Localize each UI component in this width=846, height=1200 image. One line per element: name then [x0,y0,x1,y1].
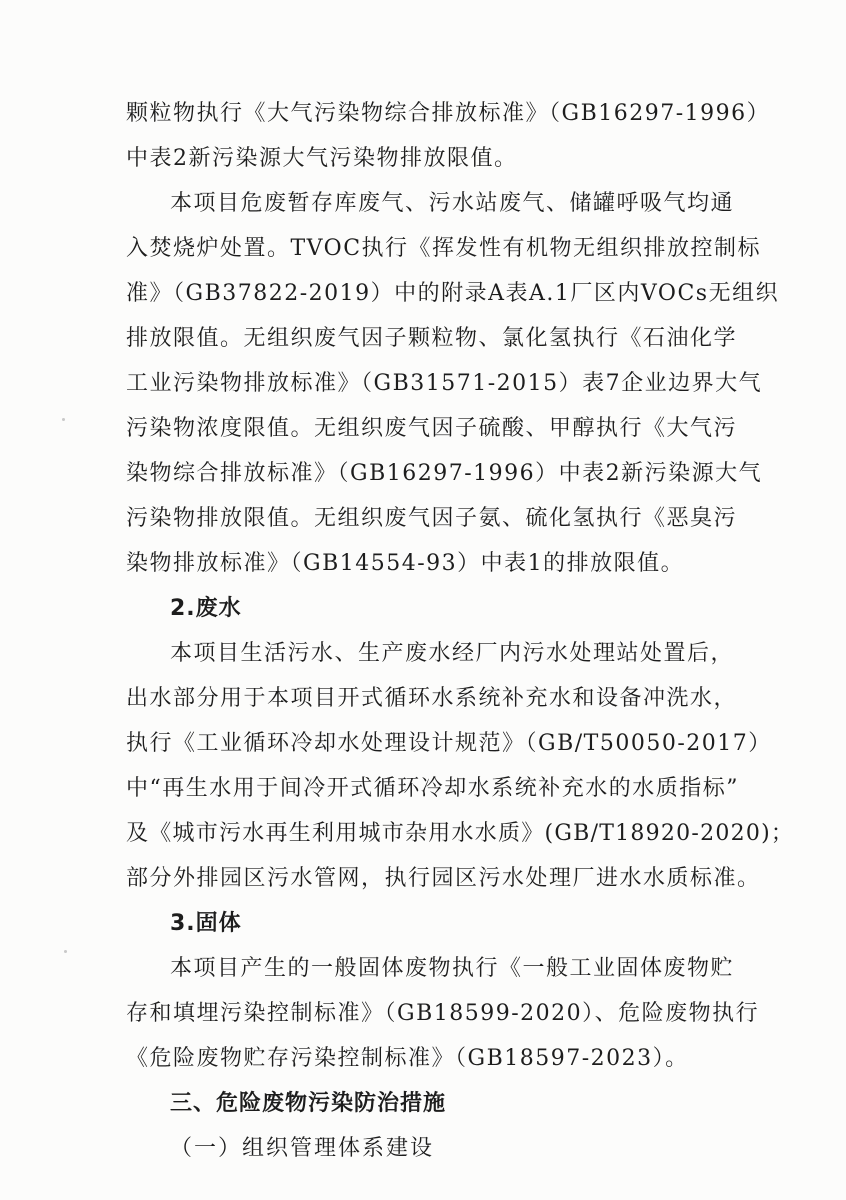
text-line-8: 污染物浓度限值。无组织废气因子硫酸、甲醇执行《大气污 [126,416,738,441]
text-line-18: 部分外排园区污水管网，执行园区污水处理厂进水水质标准。 [126,866,761,891]
text-line-20: 本项目产生的一般固体废物执行《一般工业固体废物贮 [170,956,735,981]
text-line-2: 中表2新污染源大气污染物排放限值。 [126,146,518,171]
text-line-7: 工业污染物排放标准》（GB31571-2015）表7企业边界大气 [126,371,763,396]
text-line-3: 本项目危废暂存库废气、污水站废气、储罐呼吸气均通 [170,191,735,216]
subsection-heading-organization: （一）组织管理体系建设 [170,1136,435,1161]
text-line-17: 及《城市污水再生利用城市杂用水水质》(GB/T18920-2020)； [126,821,795,846]
text-line-14: 出水部分用于本项目开式循环水系统补充水和设备冲洗水， [126,686,738,711]
text-line-5: 准》（GB37822-2019）中的附录A表A.1厂区内VOCs无组织 [126,281,780,306]
scan-speck [64,950,67,953]
section-heading-hazardous-waste: 三、危险废物污染防治措施 [170,1091,447,1116]
text-line-22: 《危险废物贮存污染控制标准》（GB18597-2023）。 [126,1046,689,1071]
text-line-11: 染物排放标准》（GB14554-93）中表1的排放限值。 [126,551,685,576]
section-heading-solid: 3.固体 [170,911,242,936]
text-line-16: 中“再生水用于间冷开式循环冷却水系统补充水的水质指标” [126,776,739,801]
text-line-6: 排放限值。无组织废气因子颗粒物、氯化氢执行《石油化学 [126,326,738,351]
text-line-10: 污染物排放限值。无组织废气因子氨、硫化氢执行《恶臭污 [126,506,738,531]
scan-speck [62,418,65,421]
text-line-4: 入焚烧炉处置。TVOC执行《挥发性有机物无组织排放控制标 [126,236,762,261]
section-heading-wastewater: 2.废水 [170,596,242,621]
text-line-9: 染物综合排放标准》（GB16297-1996）中表2新污染源大气 [126,461,763,486]
text-line-1: 颗粒物执行《大气污染物综合排放标准》（GB16297-1996） [126,101,771,126]
text-line-13: 本项目生活污水、生产废水经厂内污水处理站处置后， [170,641,735,666]
text-line-15: 执行《工业循环冷却水处理设计规范》（GB/T50050-2017） [126,731,772,756]
text-line-21: 存和填埋污染控制标准》（GB18599-2020）、危险废物执行 [126,1001,760,1026]
